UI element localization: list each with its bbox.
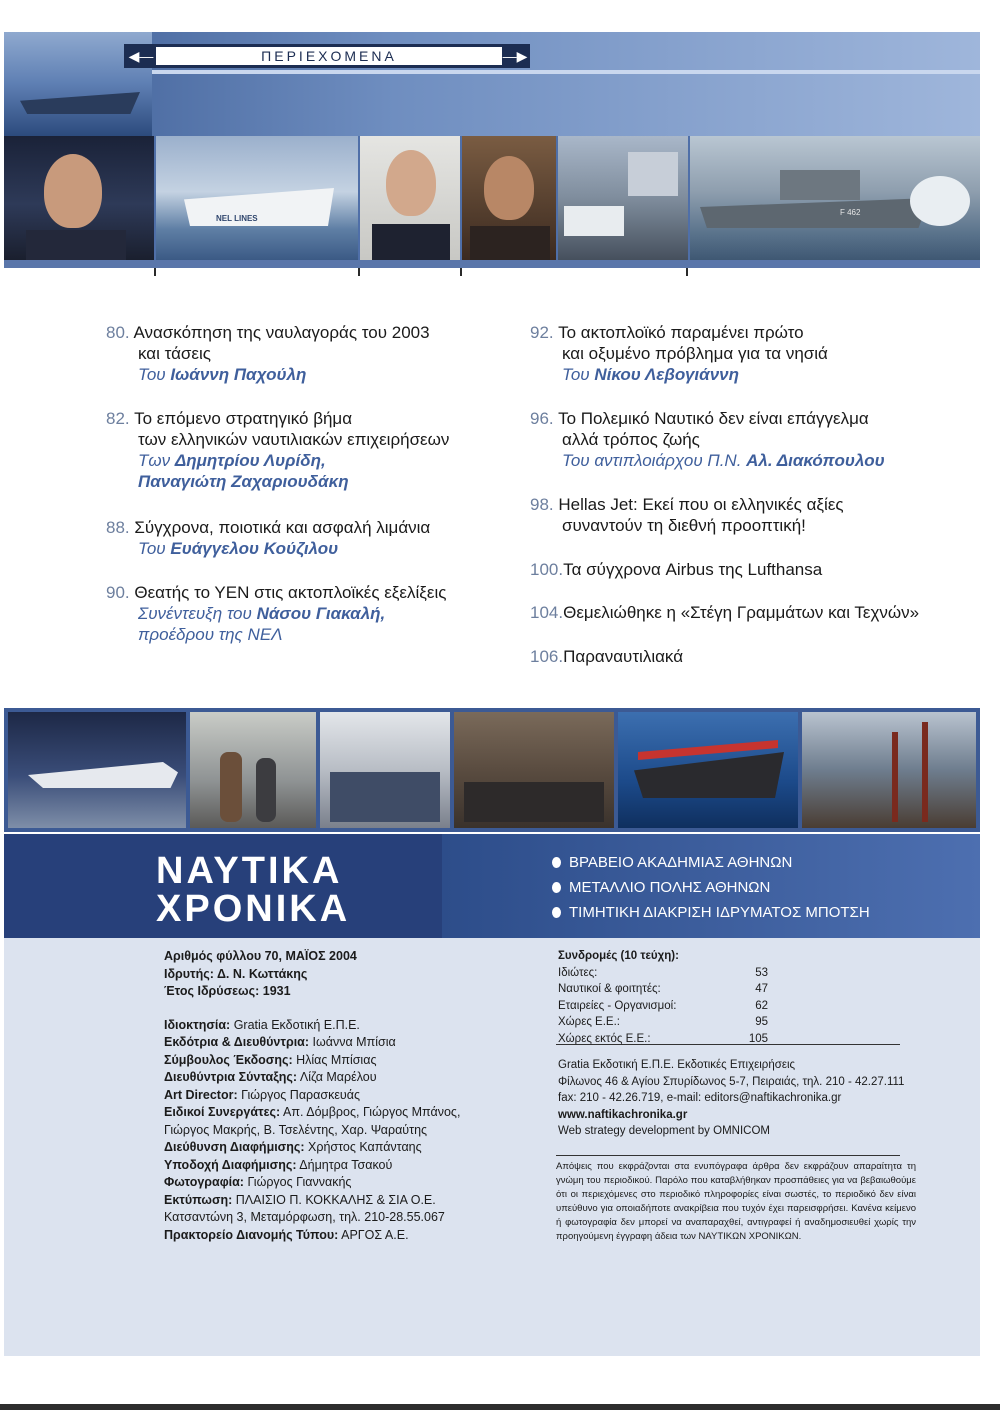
imprint-label: Διευθύντρια Σύνταξης:	[164, 1070, 298, 1084]
divider-tick	[460, 268, 462, 276]
imprint-label: Σύμβουλος Έκδοσης:	[164, 1052, 293, 1067]
ferry-photo	[156, 136, 358, 260]
toc-author-role: προέδρου της ΝΕΛ	[138, 625, 283, 644]
portrait-photo-2	[360, 136, 460, 260]
founder-line: Ιδρυτής: Δ. Ν. Κωττάκης	[164, 966, 308, 981]
portrait-photo-3	[462, 136, 556, 260]
imprint-row	[164, 1157, 460, 1175]
toc-page-number: 104.	[530, 603, 564, 622]
arrow-left-icon: ◀—	[128, 48, 154, 64]
imprint-label: Φωτογραφία:	[164, 1175, 244, 1189]
imprint-value: Κατσαντώνη 3, Μεταμόρφωση, τηλ. 210-28.55.067	[164, 1210, 445, 1224]
toc-page-number: 100.	[530, 560, 564, 579]
web-credit: Web strategy development by OMNICOM	[558, 1125, 770, 1137]
subscription-price: 95	[755, 1016, 768, 1028]
magazine-logo	[156, 852, 416, 928]
divider	[556, 1044, 900, 1045]
imprint-value: Γιώργος Μακρής, Β. Τσελέντης, Χαρ. Ψαραύτης	[164, 1122, 428, 1137]
subscription-price: 62	[755, 999, 768, 1012]
toc-page-number: 88.	[106, 518, 130, 537]
toc-author-prefix: Του	[138, 539, 171, 558]
toc-author-prefix: Των	[138, 451, 175, 470]
imprint-value: Γιώργος Γιαννακής	[243, 1175, 352, 1189]
imprint-row	[164, 1174, 460, 1192]
banner-stripe	[150, 70, 980, 74]
imprint-value: Λίζα Μαρέλου	[297, 1070, 377, 1084]
subscription-label: Ιδιώτες:	[558, 966, 598, 979]
toc-title-line: Θεατής το ΥΕΝ στις ακτοπλοϊκές εξελίξεις	[134, 583, 447, 602]
toc-page-number: 82.	[106, 409, 130, 428]
toc-item-104[interactable]	[530, 602, 919, 623]
toc-author-name: Ευάγγελου Κούζιλου	[170, 539, 339, 558]
award-item	[552, 875, 870, 900]
toc-item-88[interactable]	[106, 517, 430, 559]
toc-item-90[interactable]	[106, 582, 446, 645]
imprint-row	[164, 1209, 460, 1227]
toc-title-line: Το Πολεμικό Ναυτικό δεν είναι επάγγελμα	[558, 409, 869, 428]
toc-title-line: Θεμελιώθηκε η «Στέγη Γραμμάτων και Τεχνών»	[563, 603, 920, 622]
website-link[interactable]: www.naftikachronika.gr	[558, 1108, 688, 1121]
toc-author-prefix: Του	[138, 365, 171, 384]
imprint-row	[164, 1017, 460, 1035]
imprint-label: Εκτύπωση:	[164, 1192, 233, 1207]
imprint-row	[164, 1122, 460, 1140]
publisher-address: Φίλωνος 46 & Αγίου Σπυρίδωνος 5-7, Πειραιάς, τηλ. 210 - 42.27.111	[558, 1075, 905, 1088]
bullet-icon	[552, 907, 561, 918]
footer-rule	[0, 1404, 1000, 1410]
port-photo	[558, 136, 688, 260]
toc-title-line: συναντούν τη διεθνή προοπτική!	[562, 516, 806, 535]
toc-item-96[interactable]	[530, 408, 885, 471]
logo-line-1: ΝΑΥΤΙΚΑ	[156, 850, 343, 892]
divider-tick	[154, 268, 156, 276]
imprint-value: Gratia Εκδοτική Ε.Π.Ε.	[230, 1017, 360, 1032]
subscriptions-title: Συνδρομές (10 τεύχη):	[558, 950, 679, 962]
imprint-value: Ιωάννα Μπίσια	[309, 1035, 396, 1049]
toc-page-number: 96.	[530, 409, 554, 428]
award-item	[552, 900, 870, 925]
subscription-row	[558, 998, 768, 1015]
subscription-price: 53	[755, 966, 768, 979]
award-item	[552, 850, 870, 875]
toc-title-line: αλλά τρόπος ζωής	[562, 430, 700, 449]
banner-bottom-strip	[4, 260, 980, 268]
frigate-photo	[690, 136, 980, 260]
airplane-photo	[8, 712, 186, 828]
toc-title-line: Σύγχρονα, ποιοτικά και ασφαλή λιμάνια	[134, 518, 431, 537]
imprint-row	[164, 1104, 460, 1122]
disclaimer-text: Απόψεις που εκφράζονται στα ενυπόγραφα άρθρα δεν εκφράζουν απαραίτητα τη γνώμη του περιοδικού. Παρόλο που καταβλήθηκαν προσπάθειες για να βεβαιωθούμε ότι οι περιεχόμενες στο περιοδικό πληροφορίες είναι σωστές, το περιοδικό δεν είναι υπεύθυνο για οποιαδήποτε ανακρίβεια που τυχόν έχει παρεισφρήσει. Κανένα κείμενο ή φωτογραφία δεν μπορεί να αναπαραχθεί, αντιγραφεί ή αναδημοσιευθεί χωρίς την προηγούμενη έγγραφη άδεια των ΝΑΥΤΙΚΩΝ ΧΡΟΝΙΚΩΝ.	[556, 1161, 916, 1242]
shipyard-photo	[802, 712, 976, 828]
toc-page-number: 80.	[106, 323, 130, 342]
toc-author-prefix: Του	[562, 365, 595, 384]
subscription-row	[558, 1014, 768, 1031]
toc-author-name: Νίκου Λεβογιάννη	[594, 365, 739, 384]
award-text: ΒΡΑΒΕΙΟ ΑΚΑΔΗΜΙΑΣ ΑΘΗΝΩΝ	[569, 854, 793, 871]
portrait-photo-1	[4, 136, 154, 260]
imprint-value: Απ. Δόμβρος, Γιώργος Μπάνος,	[280, 1105, 461, 1119]
arrow-right-icon: —▶	[502, 48, 528, 64]
frigate-label: F 462	[840, 208, 861, 217]
imprint-row	[164, 1069, 460, 1087]
toc-page-number: 98.	[530, 495, 554, 514]
imprint-row	[164, 1192, 460, 1210]
imprint-label: Εκδότρια & Διευθύντρια:	[164, 1035, 310, 1049]
toc-title-line: Το ακτοπλοϊκό παραμένει πρώτο	[558, 323, 804, 342]
imprint-row	[164, 1139, 460, 1157]
imprint-value: Χρήστος Καπάνταης	[304, 1140, 422, 1154]
imprint-value: ΑΡΓΟΣ Α.Ε.	[338, 1227, 409, 1242]
imprint-label: Art Director:	[164, 1087, 238, 1102]
imprint-label: Διεύθυνση Διαφήμισης:	[164, 1140, 305, 1154]
publisher-contact[interactable]: fax: 210 - 42.26.719, e-mail: editors@naftikachronika.gr	[558, 1092, 842, 1104]
toc-page-number: 106.	[530, 647, 564, 666]
toc-title-line: Hellas Jet: Εκεί που οι ελληνικές αξίες	[558, 495, 844, 514]
founded-line: Έτος Ιδρύσεως: 1931	[164, 984, 291, 998]
imprint-value: Δήμητρα Τσακού	[296, 1157, 393, 1172]
tanker-photo	[618, 712, 798, 828]
logo-line-2: ΧΡΟΝΙΚΑ	[156, 888, 351, 930]
section-title: ΠΕΡΙΕΧΟΜΕΝΑ	[156, 47, 502, 65]
toc-title-line: Ανασκόπηση της ναυλαγοράς του 2003	[133, 323, 430, 342]
toc-item-80[interactable]	[106, 322, 430, 385]
imprint-value: ΠΛΑΙΣΙΟ Π. ΚΟΚΚΑΛΗΣ & ΣΙΑ Ο.Ε.	[232, 1192, 436, 1207]
divider-tick	[686, 268, 688, 276]
subscription-row	[558, 981, 768, 998]
imprint-value: Ηλίας Μπίσιας	[292, 1052, 377, 1067]
bullet-icon	[552, 857, 561, 868]
imprint-row	[164, 1087, 460, 1105]
toc-title-line: και τάσεις	[138, 344, 211, 363]
ferry-label: NEL LINES	[216, 214, 258, 223]
toc-title-line: και οξυμένο πρόβλημα για τα νησιά	[562, 344, 828, 363]
toc-author-name: Αλ. Διακόπουλου	[746, 451, 885, 470]
subscription-price: 105	[748, 1032, 768, 1045]
award-text: ΜΕΤΑΛΛΙΟ ΠΟΛΗΣ ΑΘΗΝΩΝ	[569, 879, 771, 896]
imprint-row	[164, 1052, 460, 1070]
toc-author-prefix: Συνέντευξη του	[138, 604, 257, 623]
toc-title-line: των ελληνικών ναυτιλιακών επιχειρήσεων	[138, 430, 450, 449]
toc-author-name: Δημητρίου Λυρίδη,	[174, 451, 326, 470]
toc-item-98[interactable]	[530, 494, 844, 536]
imprint-left	[164, 948, 460, 1244]
issue-line: Αριθμός φύλλου 70, ΜΑΪΟΣ 2004	[164, 949, 357, 963]
airport-people-photo	[190, 712, 316, 828]
cabin-photo	[320, 712, 450, 828]
toc-page-number: 92.	[530, 323, 554, 342]
subscription-price: 47	[755, 983, 768, 995]
toc-item-106[interactable]	[530, 646, 683, 667]
subscription-label: Χώρες εκτός Ε.Ε.:	[558, 1032, 651, 1045]
toc-item-92[interactable]	[530, 322, 828, 385]
toc-author-name: Παναγιώτη Ζαχαριουδάκη	[138, 472, 349, 491]
imprint-label: Υποδοχή Διαφήμισης:	[164, 1157, 297, 1172]
toc-author-prefix: Του αντιπλοιάρχου Π.Ν.	[562, 451, 747, 470]
toc-title-line: Παραναυτιλιακά	[563, 647, 684, 666]
subscription-label: Χώρες Ε.Ε.:	[558, 1016, 620, 1028]
imprint-row	[164, 1034, 460, 1052]
imprint-label: Ιδιοκτησία:	[164, 1017, 231, 1032]
imprint-row	[164, 1227, 460, 1245]
toc-item-82[interactable]	[106, 408, 449, 492]
bullet-icon	[552, 882, 561, 893]
subscription-label: Εταιρείες - Οργανισμοί:	[558, 999, 677, 1012]
toc-title-line: Το επόμενο στρατηγικό βήμα	[134, 409, 353, 428]
imprint-label: Πρακτορείο Διανομής Τύπου:	[164, 1227, 339, 1242]
awards-list	[552, 850, 870, 925]
imprint-label: Ειδικοί Συνεργάτες:	[164, 1105, 281, 1119]
conference-photo	[454, 712, 614, 828]
divider-tick	[358, 268, 360, 276]
toc-page-number: 90.	[106, 583, 130, 602]
subscription-label: Ναυτικοί & φοιτητές:	[558, 983, 661, 995]
toc-title-line: Τα σύγχρονα Airbus της Lufthansa	[563, 560, 823, 579]
toc-author-name: Νάσου Γιακαλή,	[256, 604, 386, 623]
award-text: ΤΙΜΗΤΙΚΗ ΔΙΑΚΡΙΣΗ ΙΔΡΥΜΑΤΟΣ ΜΠΟΤΣΗ	[569, 904, 870, 921]
toc-item-100[interactable]	[530, 559, 822, 580]
publisher-line: Gratia Εκδοτική Ε.Π.Ε. Εκδοτικές Επιχειρήσεις	[558, 1059, 796, 1071]
subscription-row	[558, 965, 768, 982]
toc-author-name: Ιωάννη Παχούλη	[170, 365, 307, 384]
imprint-value: Γιώργος Παρασκευάς	[237, 1087, 361, 1102]
divider	[556, 1155, 900, 1156]
